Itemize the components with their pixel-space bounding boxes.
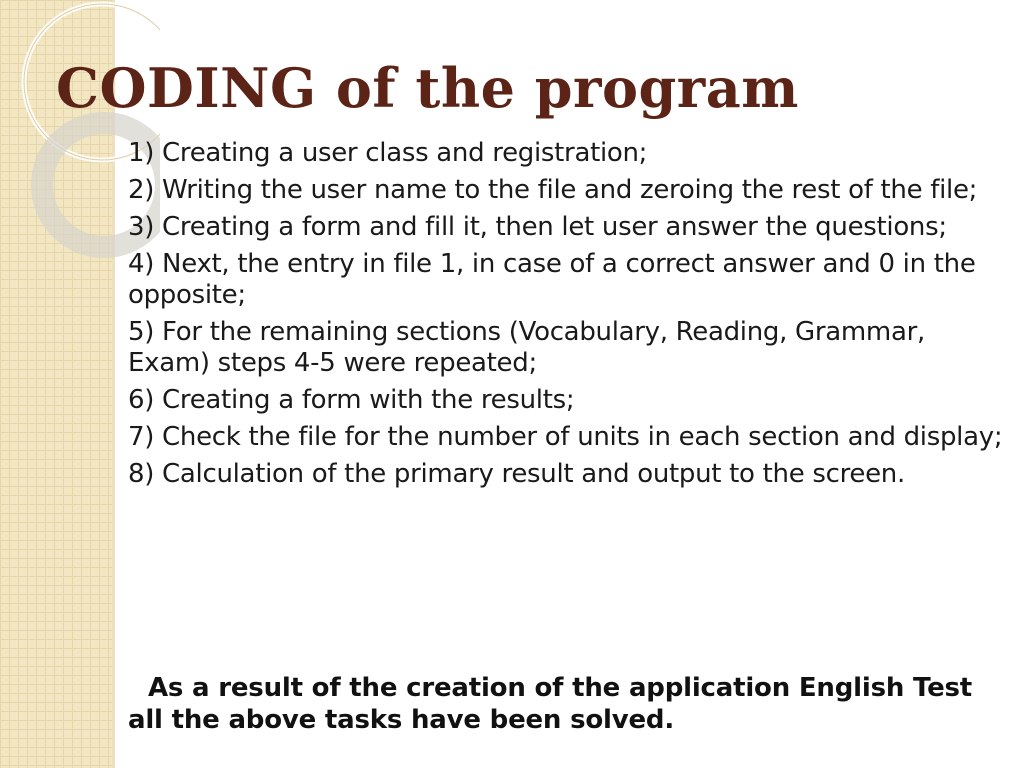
task-item: 7) Check the file for the number of units in each section and display; [128, 422, 1003, 452]
task-item: 8) Calculation of the primary result and output to the screen. [128, 459, 905, 489]
slide-title: CODING of the program [56, 56, 799, 120]
task-item: 4) Next, the entry in file 1, in case of a correct answer and 0 in the opposite; [128, 249, 976, 310]
task-item: 3) Creating a form and fill it, then let user answer the questions; [128, 212, 947, 242]
task-item: 6) Creating a form with the results; [128, 385, 575, 415]
task-list [128, 138, 1008, 496]
task-item: 2) Writing the user name to the file and zeroing the rest of the file; [128, 175, 978, 205]
conclusion-text: As a result of the creation of the application English Test all the above tasks have been solved. [128, 673, 973, 735]
task-item: 5) For the remaining sections (Vocabulary, Reading, Grammar, Exam) steps 4-5 were repeated; [128, 317, 925, 378]
task-item: 1) Creating a user class and registration; [128, 138, 648, 168]
